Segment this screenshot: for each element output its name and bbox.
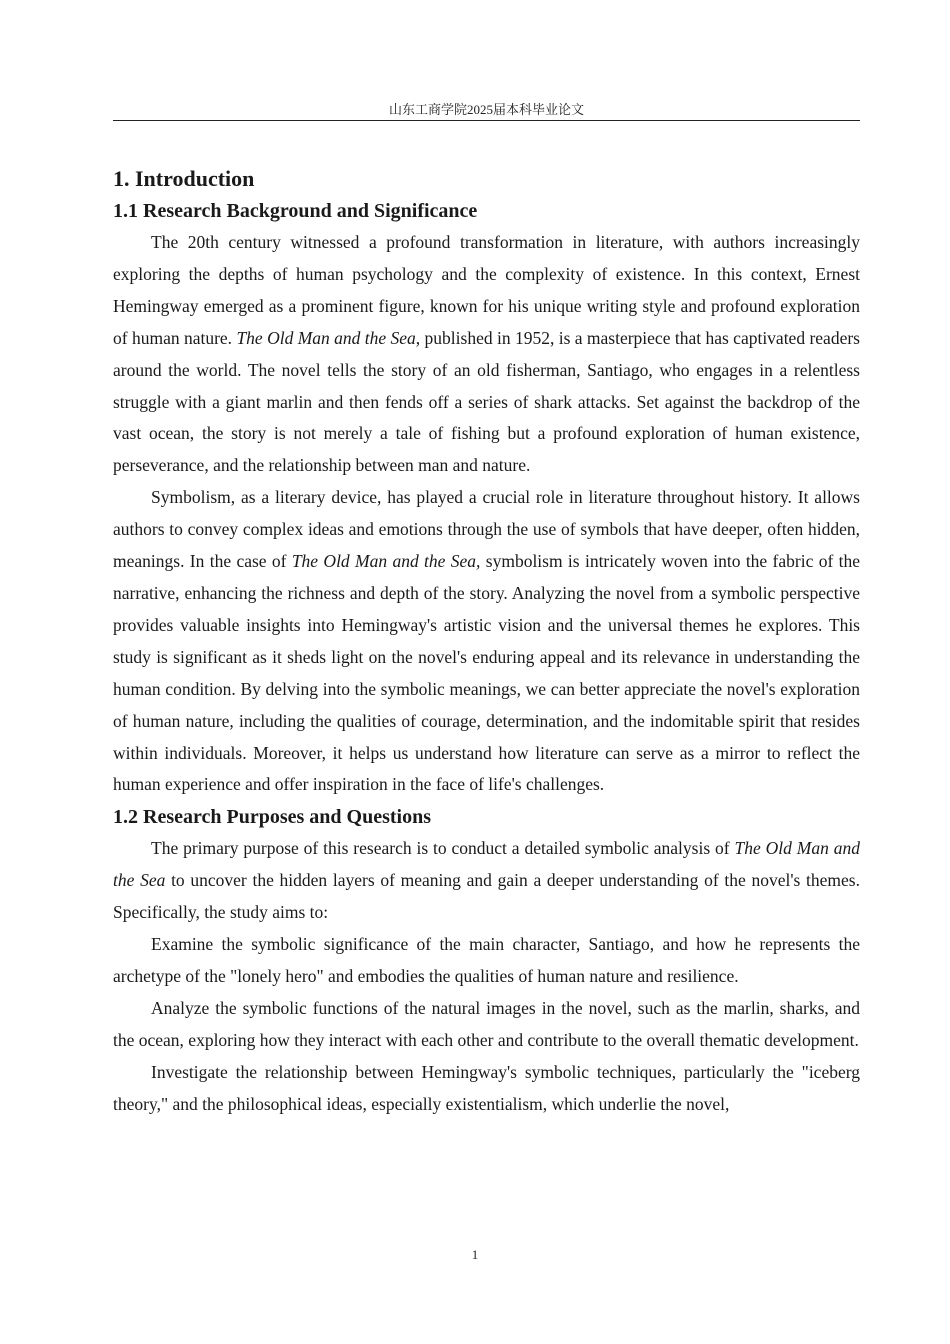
book-title: The Old Man and the Sea, xyxy=(291,551,481,572)
text-run: , published in 1952, is a masterpiece that has captivated readers around the world. The novel tells the story of an old fisherman, Santiago, who engages in a relentless struggle with a giant marlin and then fends off a series of shark attacks. Set against the backdrop of the vast ocean, the story is not merely a tale of fishing but a profound exploration of human existence, perseverance, and the relationship between man and nature. xyxy=(113,327,860,476)
paragraph-aim-3: Investigate the relationship between Hemingway's symbolic techniques, particularly the "iceberg theory," and the philosophical ideas, especially existentialism, which underlie the novel, xyxy=(113,1061,860,1114)
page-body xyxy=(113,162,860,1120)
paragraph-purposes-1 xyxy=(113,833,860,929)
page-number: 1 xyxy=(471,1247,479,1262)
book-title: The Old Man and the Sea xyxy=(113,838,860,891)
section-title-background: 1.1 Research Background and Significance xyxy=(113,200,478,222)
text-run: The 20th century witnessed a profound transformation in literature, with authors increasingly exploring the depths of human psychology and the complexity of existence. In this context, Ernest Hemingway emerged as a prominent figure, known for his unique writing style and profound exploration of human nature. xyxy=(113,232,860,348)
section-title-purposes: 1.2 Research Purposes and Questions xyxy=(113,806,431,829)
paragraph-background-2 xyxy=(113,482,860,801)
text-run: to uncover the hidden layers of meaning and gain a deeper understanding of the novel's themes. Specifically, the study aims to: xyxy=(113,870,860,923)
text-run: Symbolism, as a literary device, has played a crucial role in literature throughout history. It allows authors to convey complex ideas and emotions through the use of symbols that have deeper, often hidden, meanings. In the case of xyxy=(113,487,860,572)
header-divider xyxy=(113,120,860,121)
paragraph-aim-2: Analyze the symbolic functions of the natural images in the novel, such as the marlin, sharks, and the ocean, exploring how they interact with each other and contribute to the overall thematic development. xyxy=(113,997,860,1050)
paragraph-background-1 xyxy=(113,227,860,482)
text-run: The primary purpose of this research is to conduct a detailed symbolic analysis of xyxy=(151,838,735,859)
book-title: The Old Man and the Sea xyxy=(236,327,416,348)
running-header: 山东工商学院2025届本科毕业论文 xyxy=(388,102,584,117)
paragraph-aim-1: Examine the symbolic significance of the main character, Santiago, and how he represents the archetype of the "lonely hero" and embodies the qualities of human nature and resilience. xyxy=(113,934,860,986)
text-run: symbolism is intricately woven into the fabric of the narrative, enhancing the richness and depth of the story. Analyzing the novel from a symbolic perspective provides valuable insights into Hemingway's artistic vision and the universal themes he explores. This study is significant as it sheds light on the novel's enduring appeal and its relevance in understanding the human condition. By delving into the symbolic meanings, we can better appreciate the novel's exploration of human nature, including the qualities of courage, determination, and the indomitable spirit that resides within individuals. Moreover, it helps us understand how literature can serve as a mirror to reflect the human experience and offer inspiration in the face of life's challenges. xyxy=(113,551,860,795)
section-title-introduction: 1. Introduction xyxy=(113,166,255,191)
